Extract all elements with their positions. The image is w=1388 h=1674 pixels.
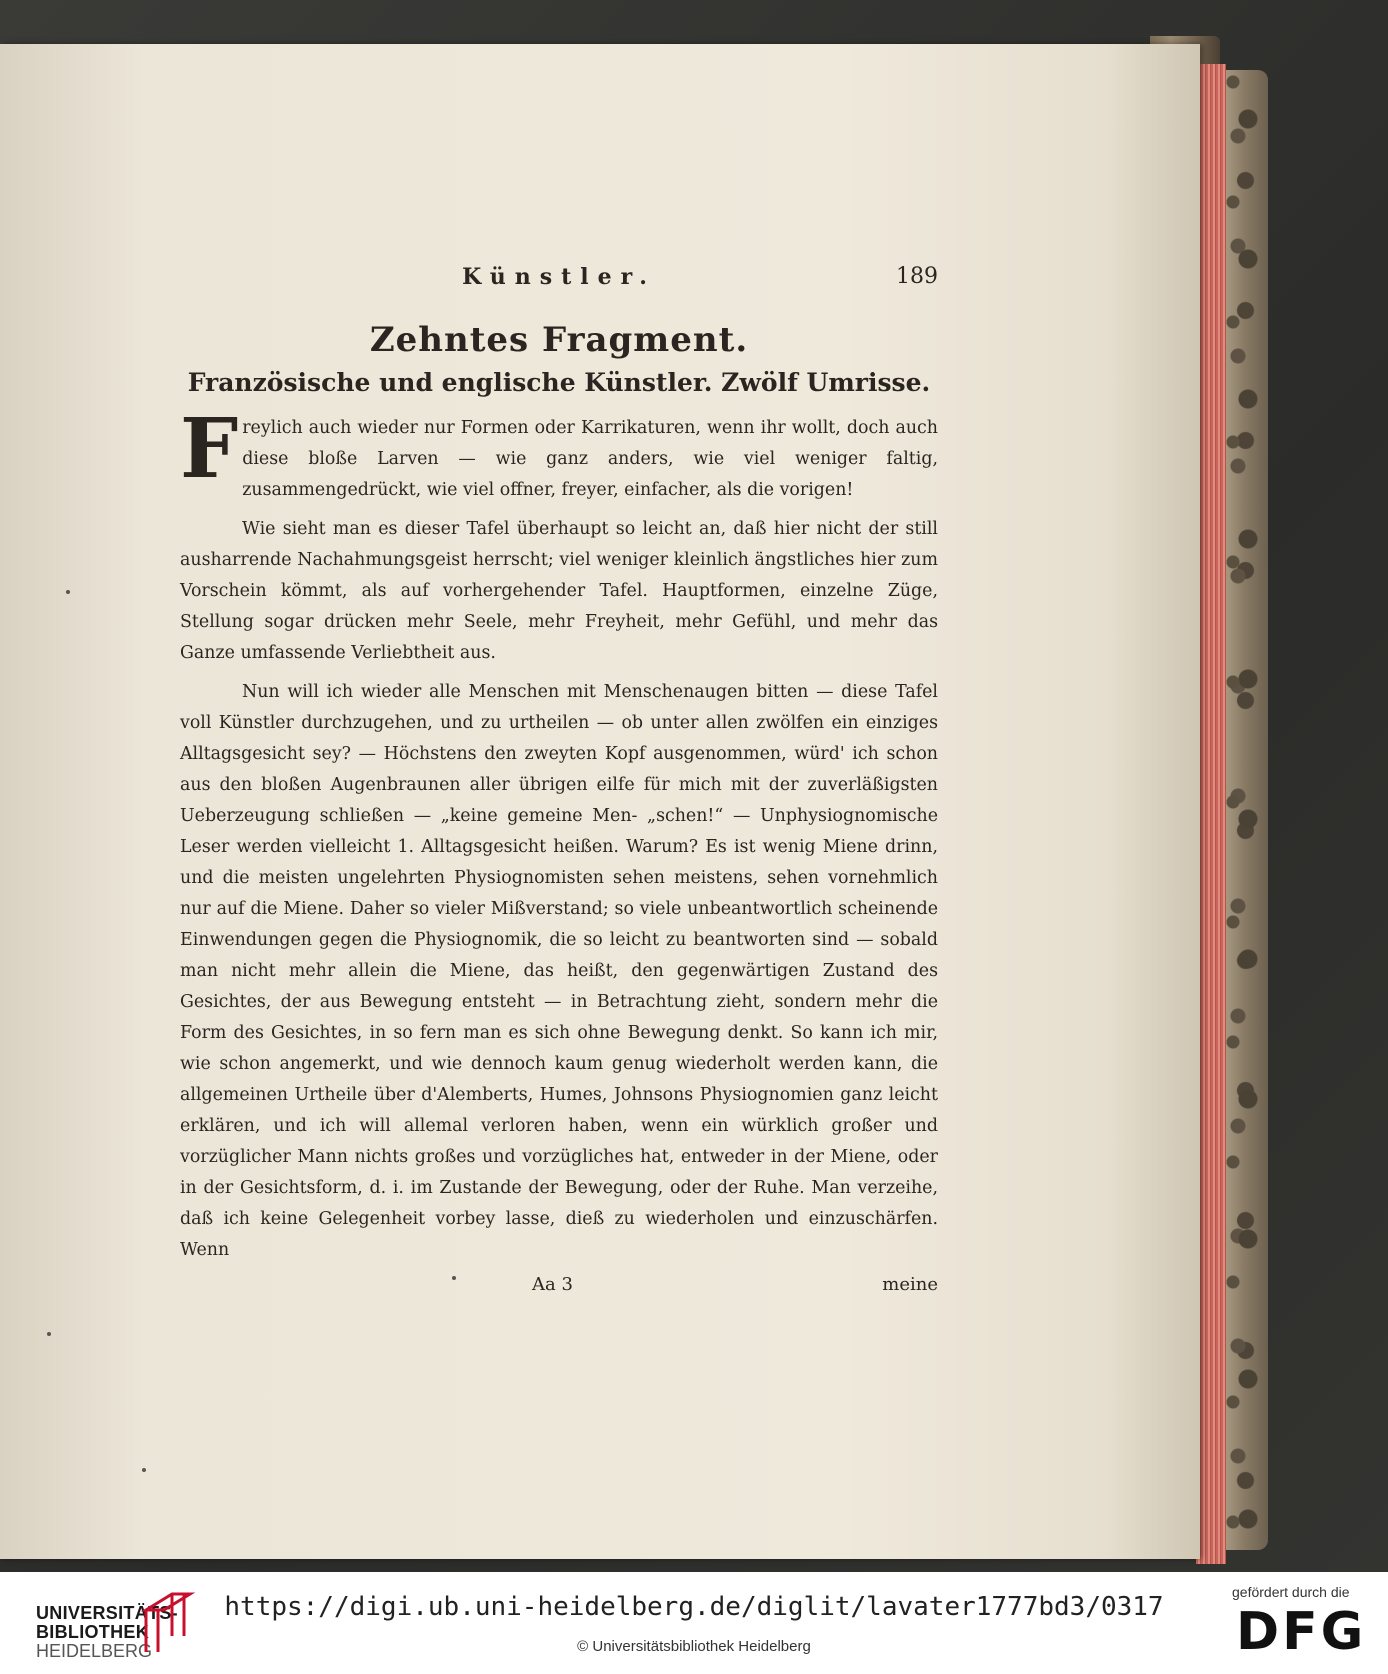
institution-line-2: BIBLIOTHEK — [36, 1622, 149, 1642]
page-url-link[interactable]: https://digi.ub.uni-heidelberg.de/diglit/lavater1777bd3/0317 — [224, 1592, 1164, 1622]
running-header — [180, 264, 938, 298]
running-title: Künstler. — [462, 264, 656, 290]
paragraph-3: Nun will ich wieder alle Menschen mit Menschenaugen bitten — diese Tafel voll Künstler durchzugehen, und zu urtheilen — ob unter allen zwölfen ein einziges Alltagsgesicht sey? — Höchstens den zweyten Kopf ausgenommen, würd' ich schon aus den bloßen Augenbraunen aller übrigen eilfe für mich mit der zuverläßigsten Ueberzeugung schließen — „keine gemeine Men- „schen!“ — Unphysiognomische Leser werden vielleicht 1. Alltagsgesicht heißen. Warum? Es ist wenig Miene drinn, und die meisten ungelehrten Physiognomisten sehen meistens, sehen vornehmlich nur auf die Miene. Daher so vieler Mißverstand; so viele unbeantwortlich scheinende Einwendungen gegen die Physiognomik, die so leicht zu beantworten sind — sobald man nicht mehr allein die Miene, das heißt, den gegenwärtigen Zustand des Gesichtes, der aus Bewegung entsteht — in Betrachtung zieht, sondern mehr die Form des Gesichtes, in so fern man es sich ohne Bewegung denkt. So kann ich mir, wie schon angemerkt, und wie dennoch kaum genug wiederholt werden kann, die allgemeinen Urtheile über d'Alemberts, Humes, Johnsons Physiognomien ganz leicht erklären, und ich will allemal verloren haben, wenn ein würklich großer und vorzüglicher Mann nichts großes und vorzügliches hat, entweder in der Miene, oder in der Gesichtsform, d. i. im Zustande der Bewegung, oder der Ruhe. Man verzeihe, daß ich keine Gelegenheit vorbey lasse, dieß zu wiederholen und einzuschärfen. Wenn — [180, 682, 938, 1260]
funding-note: gefördert durch die — [1232, 1584, 1350, 1600]
red-page-edges — [1196, 64, 1226, 1564]
page-number: 189 — [896, 264, 938, 289]
paragraph-1 — [180, 401, 938, 506]
fragment-title: Zehntes Fragment. — [369, 320, 749, 360]
paragraph-2: Wie sieht man es dieser Tafel überhaupt so leicht an, daß hier nicht der still ausharrende Nachahmungsgeist herrscht; viel weniger kleinlich ängstliches hier zum Vorschein kömmt, als auf vorhergehender Tafel. Hauptformen, einzelne Züge, Stellung sogar drücken mehr Seele, mehr Freyheit, mehr Gefühl, und mehr das Ganze umfassende Verliebtheit aus. — [180, 519, 938, 663]
catchword: meine — [882, 1274, 938, 1295]
pencil-mark — [66, 590, 70, 594]
pencil-mark — [142, 1468, 146, 1472]
institution-line-3: HEIDELBERG — [36, 1641, 153, 1661]
page-text-block — [180, 264, 938, 1304]
page-footer-line — [180, 1274, 938, 1304]
institution-line-1: UNIVERSITÄTS- — [36, 1603, 178, 1623]
viewer-footer — [0, 1572, 1388, 1674]
pencil-mark — [47, 1332, 51, 1336]
paragraph-1-text: reylich auch wieder nur Formen oder Karrikaturen, wenn ihr wollt, doch auch diese bloße Larven — wie ganz anders, wie viel weniger faltig, zusammengedrückt, wie viel offner, freyer, einfacher, als die vorigen! — [242, 418, 938, 500]
dfg-logo: DFG — [1236, 1602, 1367, 1662]
signature-mark: Aa 3 — [532, 1274, 573, 1295]
fragment-subtitle: Französische und englische Künstler. Zwölf Umrisse. — [187, 368, 931, 397]
drop-cap: F — [180, 401, 239, 497]
copyright-notice: © Universitätsbibliothek Heidelberg — [577, 1638, 811, 1655]
